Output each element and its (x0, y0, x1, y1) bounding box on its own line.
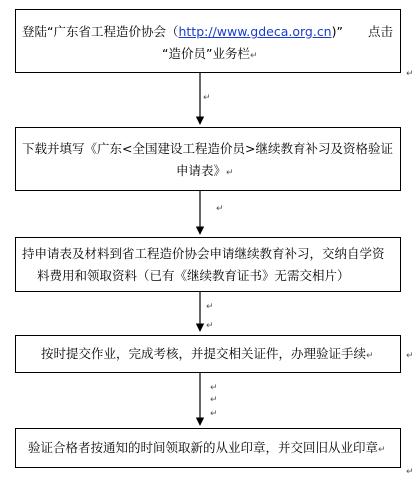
paragraph-mark: ↵ (406, 351, 414, 361)
step-1-click-label: 点击 (368, 24, 394, 39)
step-2-line-2-text: 申请表》 (176, 163, 227, 178)
step-4-line-1-text: 按时提交作业，完成考核，并提交相关证件，办理验证手续 (41, 346, 367, 361)
step-1-line-2 (162, 43, 258, 65)
step-5-line-1-text: 验证合格者按通知的时间领取新的从业印章，并交回旧从业印章 (28, 440, 379, 455)
step-1-text-b: )” (331, 24, 343, 39)
paragraph-mark: ↵ (406, 467, 414, 477)
step-1-line-2-text: “造价员”业务栏 (162, 46, 250, 61)
paragraph-mark: ↵ (206, 321, 214, 331)
gdeca-link[interactable]: http://www.gdeca.org.cn (178, 24, 332, 39)
paragraph-mark: ↵ (210, 395, 218, 405)
step-5-line-1 (28, 437, 386, 459)
step-2-line-1: 下载并填写《广东<全国建设工程造价员>继续教育补习及资格验证 (22, 141, 393, 156)
step-1-text-a: 登陆“广东省工程造价协会（ (22, 24, 179, 39)
paragraph-mark: ↵ (366, 351, 374, 361)
step-3-line-1: 持申请表及材料到省工程造价协会申请继续教育补习，交纳自学资 (22, 246, 385, 261)
step-1-line-1 (22, 21, 343, 43)
step-2-line-2 (176, 160, 234, 182)
paragraph-mark: ↵ (210, 409, 218, 419)
paragraph-mark: ↵ (378, 445, 386, 455)
step-4-line-1 (41, 343, 374, 365)
paragraph-mark: ↵ (249, 51, 258, 61)
paragraph-mark: ↵ (226, 168, 234, 178)
paragraph-mark: ↵ (206, 302, 214, 312)
step-3-line-2: 料费用和领取资料（已有《继续教育证书》无需交相片） (37, 268, 350, 283)
paragraph-mark: ↵ (203, 93, 211, 103)
paragraph-mark: ↵ (210, 383, 218, 393)
paragraph-mark: ↵ (406, 69, 414, 79)
paragraph-mark: ↵ (216, 204, 224, 214)
